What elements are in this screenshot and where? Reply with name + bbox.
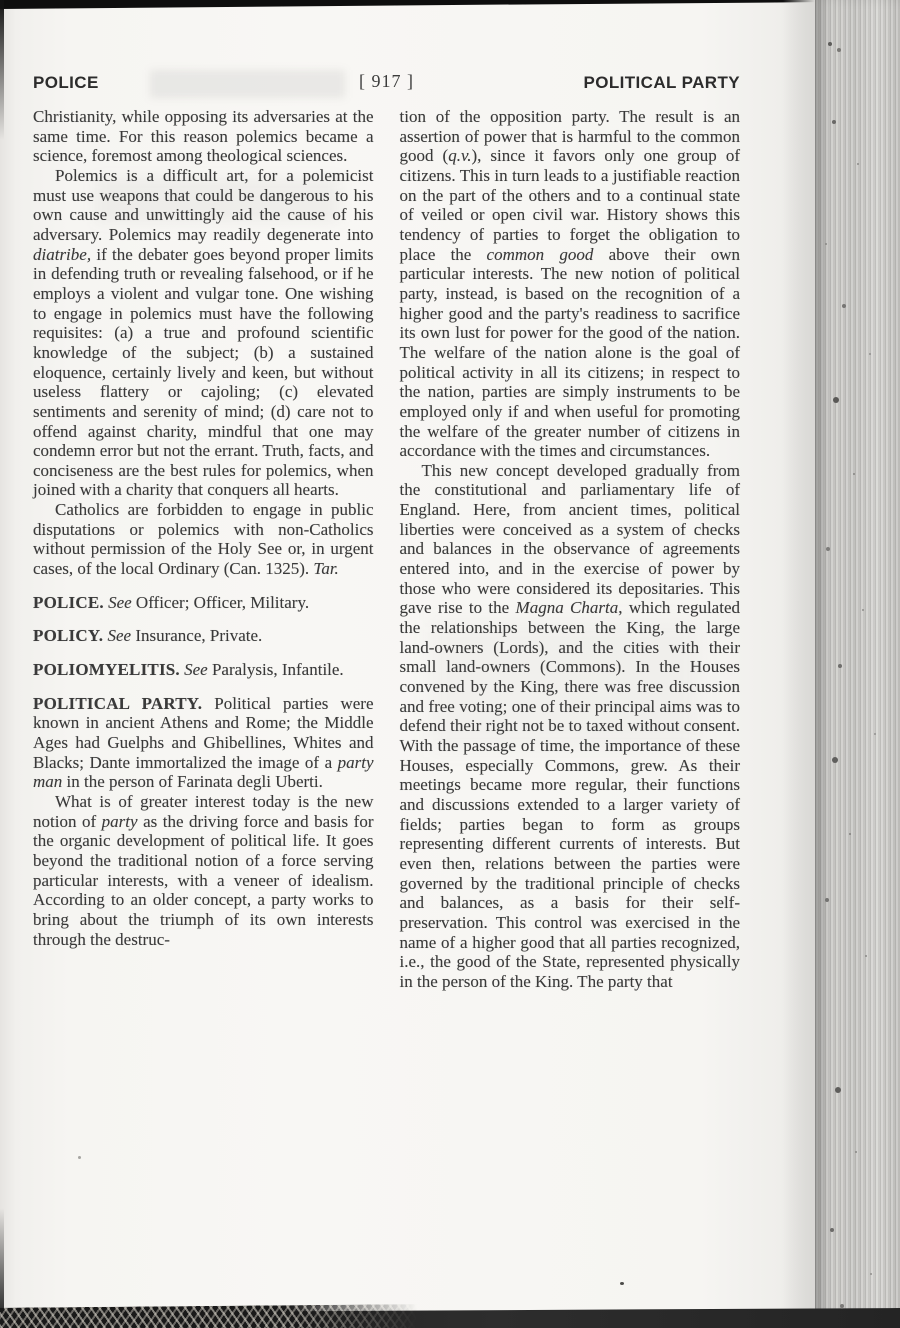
paragraph xyxy=(33,593,374,613)
entry-headword: POLIOMYELITIS. xyxy=(33,660,180,680)
paragraph xyxy=(33,792,374,949)
text-run: Paralysis, Infantile. xyxy=(207,660,344,680)
entry-headword: POLICE. xyxy=(33,592,104,612)
paragraph xyxy=(33,166,374,500)
page-header xyxy=(33,70,740,96)
scan-speck xyxy=(78,1156,81,1159)
text-run: common good xyxy=(486,244,594,264)
text-run: ), since it favors only one group of citizens. This in turn leads to a justifiable reaction on the part of the others and to a continual state of veiled or open civil war. History shows this tendency of parties to forget the obligation to place the xyxy=(399,146,740,264)
text-run: tion of the opposition party. The result is an assertion of power that is harmful to the common good ( xyxy=(399,107,740,166)
text-run: Political parties were known in ancient Athens and Rome; the Middle Ages had Guelphs and Ghibellines, Whites and Blacks; Dante immortalized the image of a xyxy=(33,693,374,772)
text-run: Magna Charta xyxy=(515,598,619,618)
text-column-left xyxy=(33,107,374,992)
text-run: Catholics are forbidden to engage in public disputations or polemics with non-Catholics without permission of the Holy See or, in urgent cases, of the local Ordinary (Can. 1325). xyxy=(33,500,374,579)
text-run: See xyxy=(108,592,132,612)
text-run: in the person of Farinata degli Uberti. xyxy=(62,772,323,792)
entry-headword: POLICY. xyxy=(33,626,104,646)
text-column-right xyxy=(400,107,741,992)
top-scan-edge xyxy=(0,0,816,9)
text-run: Insurance, Private. xyxy=(131,626,263,646)
entry-headword: POLITICAL PARTY. xyxy=(33,693,203,713)
page-edge-strip xyxy=(815,0,900,1328)
page-edge-specks xyxy=(828,42,832,46)
text-run: This new concept developed gradually from the constitutional and parliamentary life of England. Here, from ancient times, political liberties were conceived as a system of checks and balances in the observance of agreements entered into, and in the exercise of power by those who were considered its depositaries. This gave rise to the xyxy=(399,460,740,618)
text-run: What is of greater interest today is the new notion of xyxy=(33,792,374,831)
text-run: diatribe, xyxy=(33,244,92,264)
paragraph xyxy=(33,500,374,579)
page-number: [ 917 ] xyxy=(359,71,414,91)
paragraph xyxy=(400,461,741,992)
paragraph xyxy=(400,107,741,461)
text-run: if the debater goes beyond proper limits in defending truth or revealing falsehood, or if he employs a violent and vulgar tone. One wishing to engage in polemics must have the following requisites: (a) a true and profound scientific knowledge of the subject; (b) a sustained eloquence, certainly lively and keen, but without useless flattery or cajoling; (c) elevated sentiments and serenity of mind; (d) care not to offend against charity, mindful that one may condemn error but not the errant. Truth, facts, and conciseness are the best rules for polemics, when joined with a charity that conquers all hearts. xyxy=(33,244,374,500)
paragraph xyxy=(33,107,374,166)
text-run: party xyxy=(101,811,138,831)
text-run: Officer; Officer, Military. xyxy=(131,592,310,612)
left-edge-shadow-top xyxy=(0,0,4,140)
text-run: See xyxy=(184,660,208,680)
paragraph xyxy=(33,626,374,646)
paragraph xyxy=(33,694,374,792)
text-run: Tar. xyxy=(313,559,339,579)
text-run: party man xyxy=(33,752,374,792)
text-run: Polemics is a difficult art, for a polemicist must use weapons that could be dangerous to his own cause and unwittingly aid the cause of his adversary. Polemics may readily degenerate into xyxy=(33,165,374,244)
text-run: above their own particular interests. The new notion of political party, instead, is based on the recognition of a higher good and the party's readiness to sacrifice its own lust for power for the good of the nation. The welfare of the nation alone is the goal of political activity in all its citizens; in respect to the nation, parties are simply instruments to be employed only if and when useful for promoting the welfare of the greater number of citizens in accordance with the times and circumstances. xyxy=(399,244,740,461)
text-run: q.v. xyxy=(448,146,472,166)
text-run: , which regulated the relationships between the King, the large land-owners (Lords), and the cities with their small land-owners (Commons). In the Houses convened by the King, there was free discussion and free voting; one of their principal aims was to defend their right not be to taxed without consent. With the passage of time, the importance of these Houses, especially Commons, grew. As their meetings became more regular, their functions and discussions extended to a larger variety of fields; parties began to form as groups representing different currents of interests. But even then, relations between the parties were governed by the traditional principle of checks and balances, as a basis for their self-preservation. This control was exercised in the name of a higher good that all parties recognized, i.e., the good of the State, represented physically in the person of the King. The party that xyxy=(399,598,740,991)
running-head-left: POLICE xyxy=(33,73,99,92)
page-curl-shading xyxy=(783,0,815,1328)
text-run: See xyxy=(107,626,132,646)
text-run: as the driving force and basis for the organic development of political life. It goes beyond the traditional notion of a force serving particular interests, with a veneer of idealism. According to an older concept, a party works to bring about the triumph of its own interests through the destruc- xyxy=(33,811,374,949)
binding-tape-texture xyxy=(0,1304,426,1328)
text-run: Christianity, while opposing its adversaries at the same time. For this reason polemics became a science, foremost among theological sciences. xyxy=(33,107,374,166)
text-columns xyxy=(33,107,740,992)
scan-speck xyxy=(620,1282,624,1285)
running-head-right: POLITICAL PARTY xyxy=(583,73,740,92)
paragraph xyxy=(33,660,374,680)
